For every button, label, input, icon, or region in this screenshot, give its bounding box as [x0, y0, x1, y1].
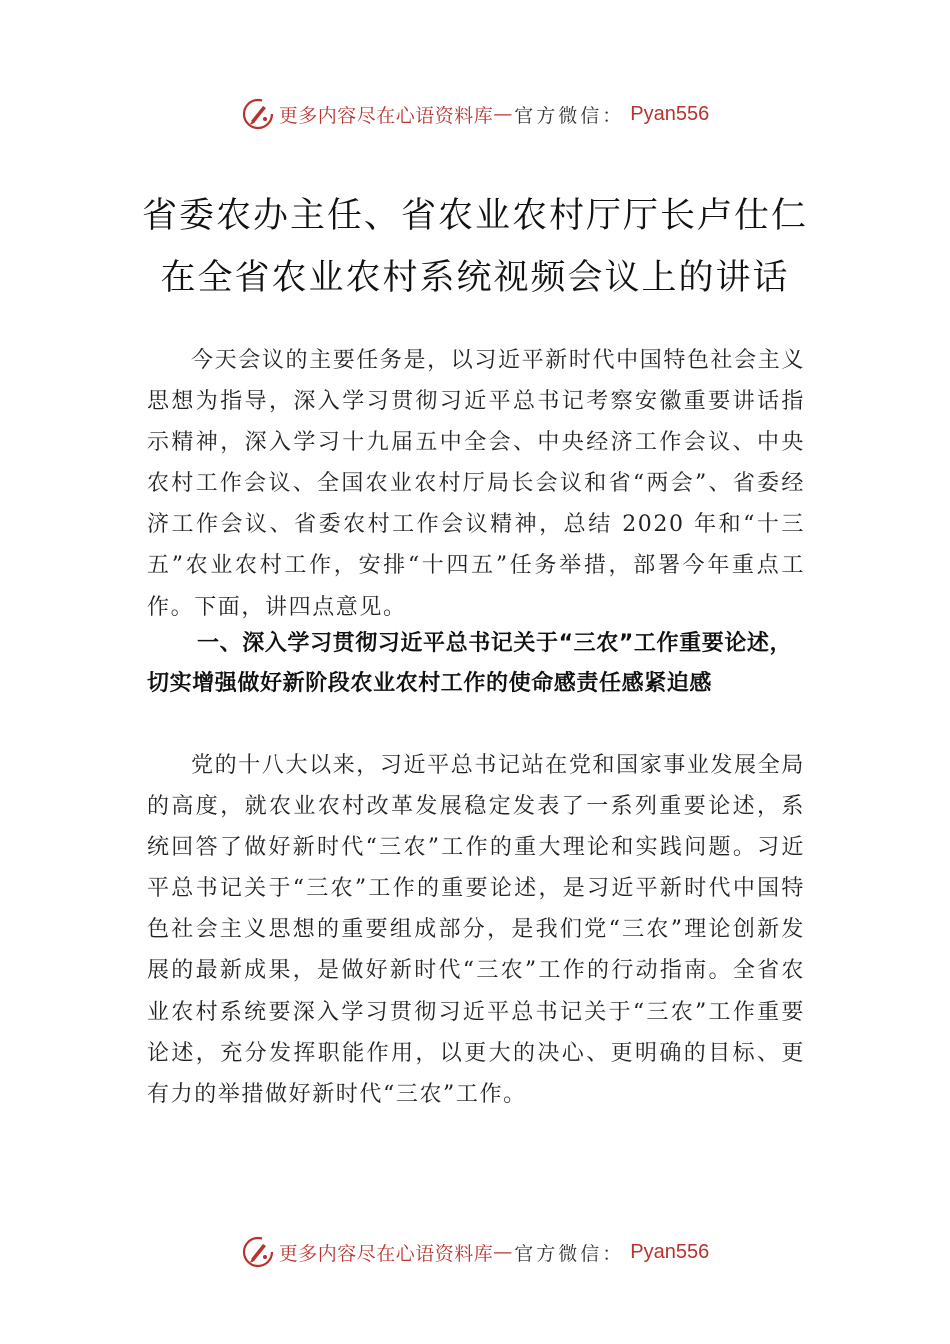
- watermark-brand-text: 更多内容尽在心语资料库: [278, 104, 494, 127]
- watermark-wechat-id: Pyan556: [630, 1240, 710, 1263]
- watermark-separator: —: [493, 1241, 513, 1263]
- brush-seal-logo-icon: [241, 97, 275, 131]
- watermark-official-label: 官方微信：: [514, 1242, 625, 1265]
- watermark-wechat-id: Pyan556: [630, 102, 710, 125]
- body-paragraph-intro: 今天会议的主要任务是，以习近平新时代中国特色社会主义思想为指导，深入学习贯彻习近平总书记考察安徽重要讲话指示精神，深入学习十九届五中全会、中央经济工作会议、中央农村工作会议、全国农业农村厅局长会议和省“两会”、省委经济工作会议、省委农村工作会议精神，总结 2020 年和“十三五”农业农村工作，安排“十四五”任务举措，部署今年重点工作。下面，讲四点意见。: [147, 348, 805, 620]
- document-title-line-1: 省委农办主任、省农业农村厅厅长卢仕仁: [141, 196, 808, 236]
- footer-watermark: [0, 1232, 950, 1272]
- header-watermark: [0, 94, 950, 134]
- document-title-line-2: 在全省农业农村系统视频会议上的讲话: [160, 258, 790, 298]
- watermark-brand-text: 更多内容尽在心语资料库: [278, 1242, 494, 1265]
- watermark-official-label: 官方微信：: [514, 104, 625, 127]
- section-heading-1: 一、深入学习贯彻习近平总书记关于“三农”工作重要论述，切实增强做好新阶段农业农村工作的使命感责任感紧迫感: [147, 631, 793, 696]
- watermark-separator: —: [493, 103, 513, 125]
- brush-seal-logo-icon: [241, 1235, 275, 1269]
- body-paragraph-section-1: 党的十八大以来，习近平总书记站在党和国家事业发展全局的高度，就农业农村改革发展稳定发表了一系列重要论述，系统回答了做好新时代“三农”工作的重大理论和实践问题。习近平总书记关于“三农”工作的重要论述，是习近平新时代中国特色社会主义思想的重要组成部分，是我们党“三农”理论创新发展的最新成果，是做好新时代“三农”工作的行动指南。全省农业农村系统要深入学习贯彻习近平总书记关于“三农”工作重要论述，充分发挥职能作用，以更大的决心、更明确的目标、更有力的举措做好新时代“三农”工作。: [147, 753, 805, 1107]
